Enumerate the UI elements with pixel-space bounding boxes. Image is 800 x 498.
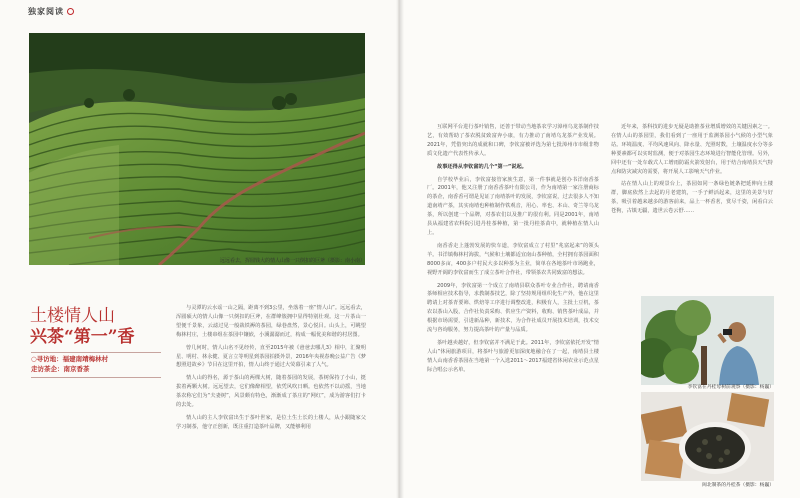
visit-location: ○寻访地：福建南靖梅林村 [31, 355, 109, 363]
paragraph: 近年来，茶科技的进步无疑是助推茶业增质增效的关键因素之一。在情人山的茶园里，我们看到了一座用于监测茶园小气候的小型气象站。环境温度、平均风速风向、降水量、光照时数，土壤温度水分等多种要素都可以实时监测，便于对茶园生态环境进行智能化管理。另外，回中还有一处车载式人工增雨防霜火箭发射台，用于结合南靖县天气特点和防灾减灾的需要，将开展人工影响天气作业。 [611, 124, 773, 175]
paragraph: 情人山的得名，源于茶山的两棵大树，随着茶园的发展，茶树保持了小山，挺拔着两颗大树。远远望去，它们像醉相望，依凭风吹日晒。也依然不以动摇，当地茶农称它们为“夫妻树”，风景颇有特色，渐渐成了茶庄的“网红”，成为游客们打卡的去处。 [176, 375, 366, 409]
meta-divider [31, 377, 161, 378]
paragraph-highlight: 故事还得从李钦富的几个“第一”说起。 [437, 163, 527, 170]
right-body-column-1 [427, 123, 599, 379]
paragraph: 2009年，李钦富第一个成立了南靖县联众茶叶专业合作社，聘请南香茶师相应技术指导，求教制茶技艺，除了坚持规用组织化生产外，他在这里聘请上对茶青要筛、烘焙等工序进行调整改进，积极有人，主批土豆机，茶农以茶山入股，合作社负责采购、供应生产资料，收购、销售茶叶成品，并根据市场需要，引进新品种，新技术，为合作社成员开展技术培训，技术交流与咨询服务，努力提高茶叶的产量与品质。 [427, 282, 599, 334]
paragraph: 站在情人山上的观景台上，茶园如同一条绿色链条把延伸向土楼群，脚底依然上去起的月老建筑，一手子鲜活起来，这里的美景与好茶，吸引着越来越多的游客前来，品上一杯香茗，赏尽千姿，闲看白云苍狗，古镇无疆，遗世云卷云舒…… [611, 181, 773, 215]
title-line-1: 土楼情人山 [30, 306, 115, 326]
page-gutter [396, 0, 404, 498]
paragraph: 与灵潭的云水谣一山之隔，距离不到3公里，坐落着一座“情人山”。远远看去，浑圆硕大的情人山像一只倒扣的巨斧，在群峰簇拥中显得特别壮观。这一片茶山一望便千景象，云滤过见一般栽铁褥的茶园，绿巷盘然，景心悦目。山头上，可眺望梅林村庄，土楼串组在茶园中镶嵌，小溪潺潺而过，构成一幅优美和谐的村居图。 [176, 305, 366, 338]
right-body-column-2 [611, 123, 773, 220]
left-body-column [176, 304, 366, 436]
main-photo-caption: 远远看去，挥圆钱大的情人山像一只倒扣的巨斧（摄影：南小南） [219, 258, 365, 264]
article-title [30, 306, 135, 348]
title-divider [31, 352, 161, 353]
paragraph: 互联网平台进行茶叶销售，还善于带动当地茶农学习漳州乌龙茶制作技艺，有效帮助了茶农脱贫致富奔小康，有力推动了南靖乌龙茶产业发展。2021年，凭借突出的成就和口碑，李钦富被评选为第七批漳州市市级非物质文化遗产代表性传承人。 [427, 124, 599, 157]
section-dot-icon [67, 8, 74, 15]
paragraph: 茶叶越卖越好，但李钦富并不满足于此。2011年，李钦富依托开发“情人山”休闲旅游项目，将茶叶与旅游更加深度地融合在了一起，南靖县土楼情人山南香香茶园在当地第一个入选2011～2017福建省休闲农业示范点星际合唱公示名单。 [427, 339, 599, 373]
dried-tea-photo-caption: 闽北制茶的丹桂茶（摄影：杨巍） [702, 483, 774, 488]
paragraph: 自学校毕业后，李钦富接管家族生意，第一件事就是创办书洋南香茶厂。2001年，他又注册了南香香茶叶有限公司，作为南靖第一家注册商标的茶企，南香香可谓是见证了南靖茶叶的发展，李钦富说，过去很多人不知道南靖产茶，其实南靖也种植制作铁观音，用心、率也、本山、奇兰等乌龙茶，所以创建一个品牌，对茶农们以及推广的很有利。同是2001年，南靖县从福建省农科院引进丹桂茶种植，第一批丹桂茶苗中，就种植在情人山上。 [427, 176, 599, 236]
title-line-2: 兴茶“第一”香 [30, 327, 135, 347]
tea-terrace-photo [29, 33, 365, 265]
paragraph: 南香香走上蓬勃发展的快车道，李钦富成立了村里“兆富起来”的领头羊。书洋镇梅林村海拔，气候和土壤都适宜南山茶种植，全村拥有茶园面积8000多亩，400多户村民大多以种茶为主业，简单在各地茶叶市场跑业，视野开阔的李钦富而生了成立茶叶合作社，带领茶农共同致富的想法。 [427, 242, 599, 276]
tea-master-photo [641, 296, 774, 385]
section-header [28, 6, 74, 17]
tea-master-photo-caption: 李钦富在丹桂母树前观察（摄影：杨巍） [687, 385, 774, 390]
visit-info [31, 354, 108, 374]
paragraph: 曾几何时，情人山名不见经传，直至2015年被《爸爸去哪儿3》相中，汇聚明星、明村、林永健、夏言立等明星到茶园拍摄外景，2016年央视春晚公益广告《梦想照进故乡》节目在这里开拍，情人山终于通过大荧幕引来了人气。 [176, 344, 366, 369]
section-label: 独家阅读 [28, 7, 64, 16]
dried-tea-photo [641, 392, 774, 481]
visit-company: 走访茶企：南京香茶 [31, 365, 90, 373]
paragraph: 情人山的主人李钦富出生于茶叶世家，是位土生土长的土楼人，从小跟随家父学习制茶，他守正创新，既注重打造茶叶品牌，又能够利用 [176, 414, 366, 430]
